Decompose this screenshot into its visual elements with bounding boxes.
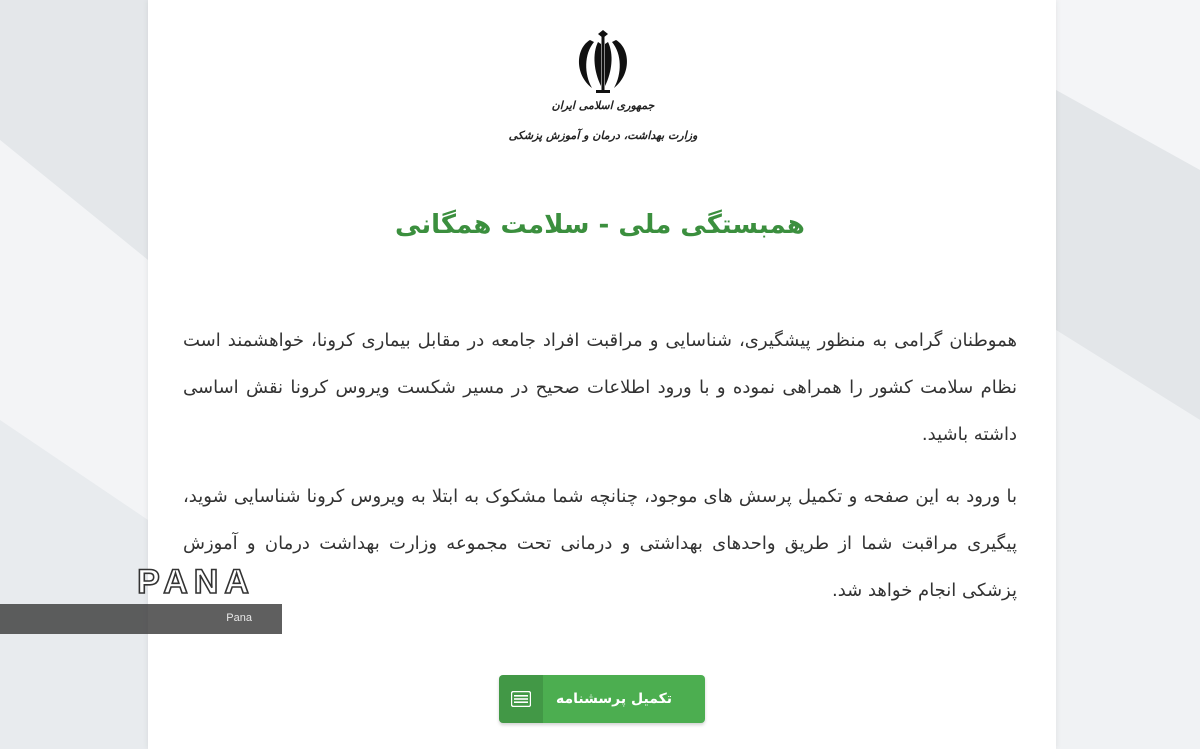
instructions-paragraph: با ورود به این صفحه و تکمیل پرسش های موجود، چنانچه شما مشکوک به ابتلا به ویروس کرونا شناسایی شوید، پیگیری مراقبت شما از طریق واحدهای بهداشتی و درمانی تحت مجموعه وزارت بهداشت درمان و آموزش پزشکی انجام خواهد شد. [183,486,1017,601]
pana-logo-text: PANA [137,563,255,600]
complete-questionnaire-button[interactable] [499,675,705,723]
complete-questionnaire-label: تکمیل پرسشنامه [556,691,672,707]
page-headline: همبستگی ملی - سلامت همگانی [395,210,805,240]
form-icon [511,691,531,707]
pana-caption-bar [0,604,282,634]
iran-emblem-icon [568,30,638,98]
pana-watermark [0,562,282,634]
ministry-title: وزارت بهداشت، درمان و آموزش پزشکی [508,129,698,142]
intro-paragraph: هموطنان گرامی به منظور پیشگیری، شناسایی و مراقبت افراد جامعه در مقابل بیماری کرونا، خواهشمند است نظام سلامت کشور را همراهی نموده و با ورود اطلاعات صحیح در مسیر شکست ویروس کرونا نقش اساسی داشته باشید. [183,330,1017,445]
republic-title: جمهوری اسلامی ایران [551,99,655,112]
form-icon-box [499,675,543,723]
pana-logo [110,562,282,600]
pana-caption: Pana [226,612,252,624]
